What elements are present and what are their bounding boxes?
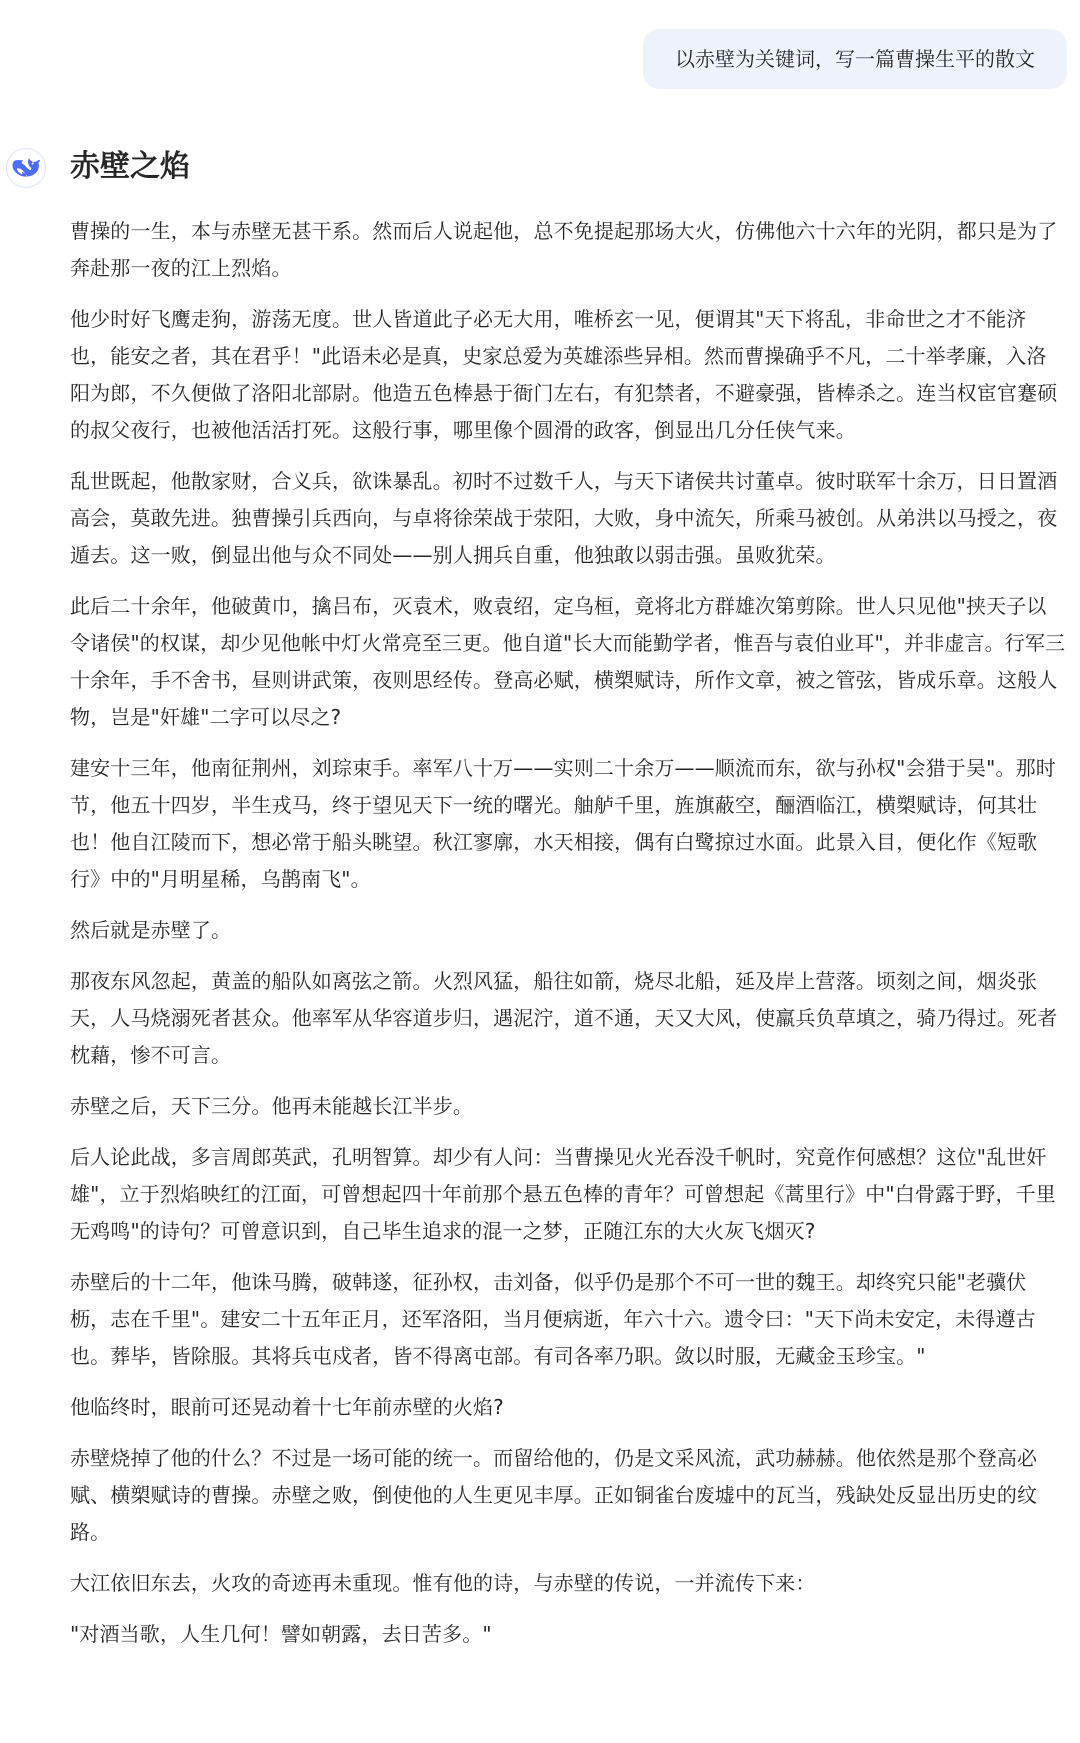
essay-paragraph: 他少时好飞鹰走狗，游荡无度。世人皆道此子必无大用，唯桥玄一见，便谓其"天下将乱，非命世之才不能济也，能安之者，其在君乎！"此语未必是真，史家总爱为英雄添些异相。然而曹操确乎不凡，二十举孝廉，入洛阳为郎，不久便做了洛阳北部尉。他造五色棒悬于衙门左右，有犯禁者，不避豪强，皆棒杀之。连当权宦官蹇硕的叔父夜行，也被他活活打死。这般行事，哪里像个圆滑的政客，倒显出几分任侠气来。 bbox=[70, 307, 1058, 442]
essay-paragraph: 那夜东风忽起，黄盖的船队如离弦之箭。火烈风猛，船往如箭，烧尽北船，延及岸上营落。顷刻之间，烟炎张天，人马烧溺死者甚众。他率军从华容道步归，遇泥泞，道不通，天又大风，使羸兵负草填之，骑乃得过。死者枕藉，惨不可言。 bbox=[70, 969, 1058, 1067]
user-message-text: 以赤壁为关键词，写一篇曹操生平的散文 bbox=[675, 47, 1035, 71]
essay-title: 赤壁之焰 bbox=[70, 149, 190, 184]
assistant-avatar bbox=[6, 148, 46, 188]
essay-paragraph: 建安十三年，他南征荆州，刘琮束手。率军八十万——实则二十余万——顺流而东，欲与孙权"会猎于吴"。那时节，他五十四岁，半生戎马，终于望见天下一统的曙光。舳舻千里，旌旗蔽空，酾酒临江，横槊赋诗，何其壮也！他自江陵而下，想必常于船头眺望。秋江寥廓，水天相接，偶有白鹭掠过水面。此景入目，便化作《短歌行》中的"月明星稀，乌鹊南飞"。 bbox=[70, 756, 1056, 891]
user-message-bubble bbox=[643, 29, 1067, 89]
assistant-answer bbox=[70, 146, 1066, 1667]
essay-paragraph: 赤壁后的十二年，他诛马腾，破韩遂，征孙权，击刘备，似乎仍是那个不可一世的魏王。却终究只能"老骥伏枥，志在千里"。建安二十五年正月，还军洛阳，当月便病逝，年六十六。遗令曰："天下尚未安定，未得遵古也。葬毕，皆除服。其将兵屯戍者，皆不得离屯部。有司各率乃职。敛以时服，无藏金玉珍宝。" bbox=[70, 1270, 1036, 1368]
essay-paragraph: 大江依旧东去，火攻的奇迹再未重现。惟有他的诗，与赤壁的传说，一并流传下来： bbox=[70, 1571, 816, 1595]
essay-paragraph: 他临终时，眼前可还晃动着十七年前赤壁的火焰? bbox=[70, 1395, 504, 1419]
essay-paragraph: 曹操的一生，本与赤壁无甚干系。然而后人说起他，总不免提起那场大火，仿佛他六十六年的光阴，都只是为了奔赴那一夜的江上烈焰。 bbox=[70, 219, 1058, 280]
essay-paragraph: "对酒当歌，人生几何！譬如朝露，去日苦多。" bbox=[70, 1622, 492, 1646]
essay-paragraph: 赤壁之后，天下三分。他再未能越长江半步。 bbox=[70, 1094, 473, 1118]
essay-paragraph: 赤壁烧掉了他的什么？不过是一场可能的统一。而留给他的，仍是文采风流，武功赫赫。他依然是那个登高必赋、横槊赋诗的曹操。赤壁之败，倒使他的人生更见丰厚。正如铜雀台废墟中的瓦当，残缺处反显出历史的纹路。 bbox=[70, 1446, 1038, 1544]
essay-paragraph: 然后就是赤壁了。 bbox=[70, 918, 232, 942]
essay-paragraph: 乱世既起，他散家财，合义兵，欲诛暴乱。初时不过数千人，与天下诸侯共讨董卓。彼时联军十余万，日日置酒高会，莫敢先进。独曹操引兵西向，与卓将徐荣战于荥阳，大败，身中流矢，所乘马被创。从弟洪以马授之，夜遁去。这一败，倒显出他与众不同处——别人拥兵自重，他独敢以弱击强。虽败犹荣。 bbox=[70, 469, 1058, 567]
whale-logo-icon bbox=[12, 157, 40, 179]
essay-paragraph: 后人论此战，多言周郎英武，孔明智算。却少有人问：当曹操见火光吞没千帆时，究竟作何感想？这位"乱世奸雄"，立于烈焰映红的江面，可曾想起四十年前那个悬五色棒的青年？可曾想起《蒿里行》中"白骨露于野，千里无鸡鸣"的诗句？可曾意识到，自己毕生追求的混一之梦，正随江东的大火灰飞烟灭? bbox=[70, 1145, 1056, 1243]
essay-paragraph: 此后二十余年，他破黄巾，擒吕布，灭袁术，败袁绍，定乌桓，竟将北方群雄次第剪除。世人只见他"挟天子以令诸侯"的权谋，却少见他帐中灯火常亮至三更。他自道"长大而能勤学者，惟吾与袁伯业耳"，并非虚言。行军三十余年，手不舍书，昼则讲武策，夜则思经传。登高必赋，横槊赋诗，所作文章，被之管弦，皆成乐章。这般人物，岂是"奸雄"二字可以尽之? bbox=[70, 594, 1066, 729]
